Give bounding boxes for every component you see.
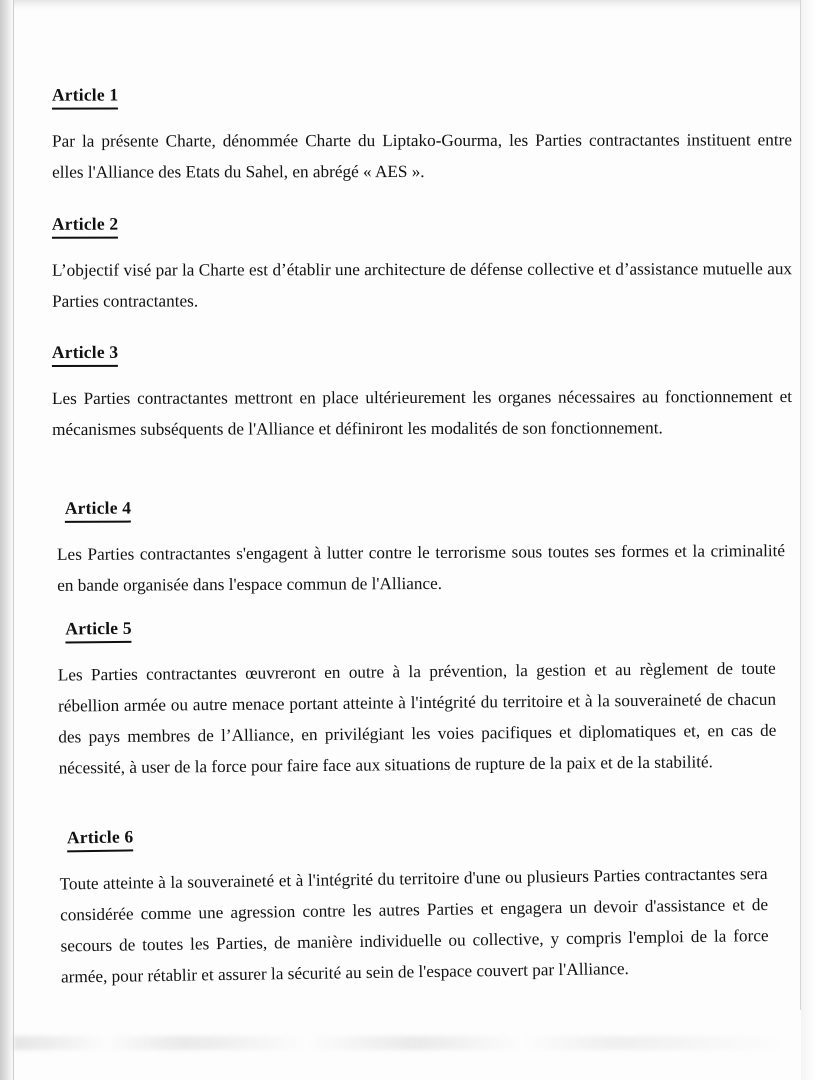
- page-right-edge-shadow: [801, 0, 817, 1080]
- article-heading-2: Article 2: [52, 214, 118, 239]
- page-left-edge-shadow: [0, 0, 14, 1080]
- scan-artifact-smudge: [14, 1036, 784, 1050]
- article-section-5: [57, 611, 799, 783]
- article-section-6: [59, 817, 801, 993]
- article-section-4: [57, 494, 798, 601]
- article-heading-4: Article 4: [65, 498, 132, 523]
- article-section-1: [52, 83, 792, 187]
- page-top-edge-shadow: [0, 0, 817, 10]
- article-heading-3: Article 3: [52, 342, 118, 367]
- article-body-5: Les Parties contractantes œuvreront en outre à la prévention, la gestion et au règlement de toute rébellion armée ou autre menace portant atteinte à l'intégrité du territoire et à la souveraineté de chacun des pays membres de l’Alliance, en privilégiant les voies pacifiques et diplomatiques et, en cas de nécessité, à user de la force pour faire face aux situations de rupture de la paix et de la stabilité.: [57, 658, 777, 778]
- article-body-6: Toute atteinte à la souveraineté et à l'intégrité du territoire d'une ou plusieurs Parties contractantes sera considérée comme une agression contre les autres Parties et engagera un devoir d'assistance et de secours de toutes les Parties, de manière individuelle ou collective, y compris l'emploi de la force armée, pour rétablir et assurer la sécurité au sein de l'espace couvert par l'Alliance.: [59, 863, 769, 987]
- page-left-edge-line: [13, 0, 14, 1080]
- article-section-2: [52, 212, 792, 316]
- article-body-2: L’objectif visé par la Charte est d’établir une architecture de défense collective et d’assistance mutuelle aux Parties contractantes.: [51, 259, 793, 311]
- article-heading-1: Article 1: [52, 85, 118, 110]
- article-body-3: Les Parties contractantes mettront en place ultérieurement les organes nécessaires au fonctionnement et mécanismes subséquents de l'Alliance et définiront les modalités de son fonctionnement.: [51, 386, 793, 439]
- article-heading-6: Article 6: [67, 826, 134, 852]
- article-body-4: Les Parties contractantes s'engagent à lutter contre le terrorisme sous toutes ses formes et la criminalité en bande organisée dans l'espace commun de l'Alliance.: [56, 541, 786, 595]
- article-section-3: [52, 340, 792, 445]
- article-heading-5: Article 5: [65, 618, 132, 644]
- article-body-1: Par la présente Charte, dénommée Charte du Liptako-Gourma, les Parties contractantes instituent entre elles l'Alliance des Etats du Sahel, en abrégé « AES ».: [51, 130, 793, 182]
